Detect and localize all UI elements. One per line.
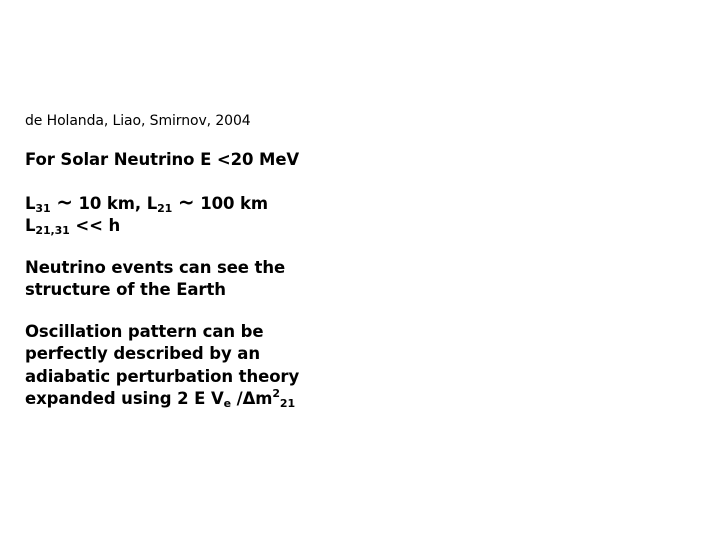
- potential-subscript: e: [223, 397, 231, 410]
- oscillation-line-3: adiabatic perturbation theory: [25, 366, 300, 386]
- l21-value: 100 km: [194, 193, 268, 213]
- length-relation-line: [25, 215, 465, 238]
- l31-symbol: L: [25, 193, 36, 213]
- l31-value: 10 km,: [72, 193, 147, 213]
- l21-symbol: L: [146, 193, 158, 213]
- events-line-1: Neutrino events can see the: [25, 257, 286, 277]
- slide-content: [25, 111, 465, 430]
- l2131-subscript: 21,31: [35, 224, 70, 237]
- events-line-2: structure of the Earth: [25, 280, 226, 299]
- earth-structure-statement: [25, 257, 465, 302]
- mass-splitting-subscript: 21: [279, 397, 296, 410]
- oscillation-line-1: Oscillation pattern can be: [25, 321, 264, 341]
- approx-tilde-1: ~: [56, 189, 73, 214]
- mass-splitting-superscript: 2: [272, 387, 280, 400]
- solar-energy-condition: [25, 149, 465, 172]
- approx-tilde-2: ~: [177, 189, 195, 214]
- length-scale-line: [25, 191, 465, 216]
- solar-energy-line: For Solar Neutrino E <20 MeV: [25, 150, 300, 169]
- expansion-prefix: expanded using 2 E V: [25, 389, 224, 408]
- l21-subscript: 21: [157, 201, 173, 215]
- l31-subscript: 31: [35, 201, 51, 215]
- l2131-relation: << h: [69, 216, 121, 235]
- oscillation-line-4: [25, 388, 465, 411]
- mass-splitting-divider: /Δm: [231, 389, 273, 408]
- oscillation-pattern-statement: [25, 321, 465, 411]
- citation: de Holanda, Liao, Smirnov, 2004: [25, 113, 251, 129]
- oscillation-line-2: perfectly described by an: [25, 344, 260, 363]
- l2131-symbol: L: [25, 216, 36, 235]
- oscillation-length-scales: [25, 191, 465, 238]
